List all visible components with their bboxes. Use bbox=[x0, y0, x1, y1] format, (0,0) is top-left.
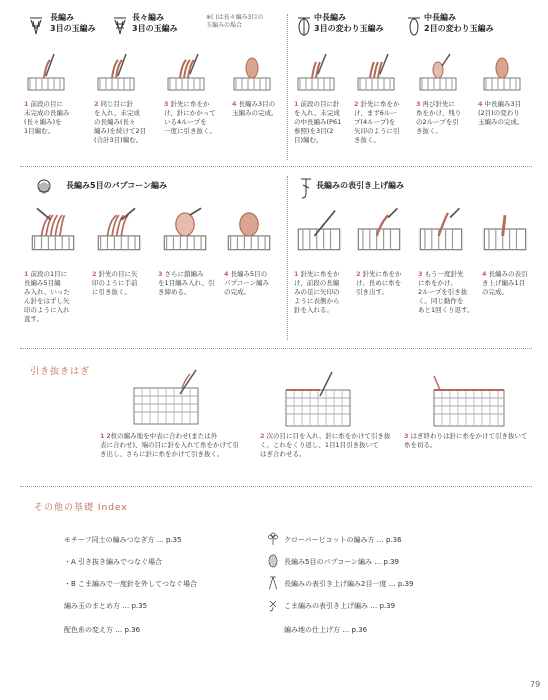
step-4-text: 4 長編み5目の パプコーン編み の完成。 bbox=[224, 270, 270, 296]
illustration-step-3 bbox=[162, 206, 208, 252]
front-post-dc-symbol-icon bbox=[298, 176, 314, 200]
illustration-step-4 bbox=[482, 52, 522, 92]
illustration-step-1 bbox=[30, 206, 76, 252]
front-post-dc2tog-icon bbox=[268, 576, 278, 590]
title-dc3-bobble: 長編み 3目の玉編み bbox=[50, 13, 96, 33]
index-item-right-5[interactable]: 編み地の仕上げ方 … p.36 bbox=[284, 626, 368, 634]
illustration-step-3 bbox=[418, 52, 458, 92]
title-popcorn: 長編み5目のパプコーン編み bbox=[66, 181, 168, 190]
step-4-text: 4 中長編み3目 (2目)の変わり 玉編みの完成。 bbox=[478, 100, 524, 126]
index-item-left-4[interactable]: 編み玉のまとめ方 … p.35 bbox=[64, 602, 148, 610]
seam-step-3-text: 3 はぎ終わりは針に糸をかけて引き抜いて 糸を切る。 bbox=[404, 432, 528, 449]
step-2-text: 2 針先に糸をか け、長めに糸を 引き出す。 bbox=[356, 270, 402, 296]
index-item-left-3[interactable]: ・B こま編みで一度針を外してつなぐ場合 bbox=[64, 580, 198, 588]
illustration-seam-2 bbox=[282, 370, 356, 430]
section-index bbox=[20, 494, 532, 654]
hdc2-puff-symbol-icon bbox=[406, 14, 422, 38]
step-4-text: 4 長編みの表引 き上げ編み1目 の完成。 bbox=[482, 270, 528, 296]
index-item-left-1[interactable]: モチーフ同士の編みつなぎ方 … p.35 bbox=[64, 536, 182, 544]
illustration-seam-1 bbox=[130, 368, 204, 428]
illustration-step-3 bbox=[418, 206, 464, 252]
seam-step-2-text: 2 次の目に目を入れ、針に糸をかけて引き抜 く。これをくり返し、1目1目引き抜いて はぎ合わせる。 bbox=[260, 432, 391, 458]
step-3-text: 3 再び針先に 糸をかけ、残り の2ループを引 き抜く。 bbox=[416, 100, 462, 135]
illustration-step-2 bbox=[356, 52, 396, 92]
index-item-left-2[interactable]: ・A 引き抜き編みでつなぐ場合 bbox=[64, 558, 163, 566]
popcorn-stitch-icon bbox=[268, 554, 278, 568]
index-item-left-5[interactable]: 配色糸の変え方 … p.36 bbox=[64, 626, 141, 634]
heading-slip-stitch-seam: 引き抜きはぎ bbox=[30, 367, 91, 377]
title-front-post-dc: 長編みの表引き上げ編み bbox=[316, 181, 404, 190]
index-item-right-3[interactable]: 長編みの表引き上げ編み2目一度 … p.39 bbox=[284, 580, 414, 588]
illustration-step-2 bbox=[96, 52, 136, 92]
section-popcorn bbox=[20, 172, 285, 342]
illustration-step-1 bbox=[296, 52, 336, 92]
tr3-bobble-symbol-icon bbox=[112, 14, 128, 38]
note-tr-case: ※( )は長々編み3目の 玉編みの場合 bbox=[206, 14, 264, 29]
step-2-text: 2 針先に糸をか け、まず6ルー プ(4ループ)を 矢印のように引 き抜く。 bbox=[354, 100, 400, 144]
divider-horizontal-2 bbox=[20, 348, 532, 349]
step-3-text: 3 針先に糸をか け、針にかかって いる4ループを 一度に引き抜く。 bbox=[164, 100, 216, 135]
step-1-text: 1 前段の1目に 長編み5目編 み入れ、いった ん針をはずし矢 印のように入れ 直す。 bbox=[24, 270, 70, 323]
clover-picot-icon bbox=[268, 532, 278, 546]
index-item-right-1[interactable]: クローバーピコットの編み方 … p.36 bbox=[284, 536, 402, 544]
dc3-bobble-symbol-icon bbox=[28, 14, 44, 38]
illustration-step-1 bbox=[26, 52, 66, 92]
illustration-step-4 bbox=[226, 206, 272, 252]
section-slip-stitch-seam bbox=[20, 356, 532, 476]
illustration-step-4 bbox=[232, 52, 272, 92]
step-4-text: 4 長編み3目の 玉編みの完成。 bbox=[232, 100, 278, 117]
popcorn-symbol-icon bbox=[36, 176, 52, 200]
step-2-text: 2 針先の目に矢 印のように手前 に引き抜く。 bbox=[92, 270, 138, 296]
step-3-text: 3 もう一度針先 に糸をかけ、 2ループを引き抜 く。同じ動作を あと1回くり返す。 bbox=[418, 270, 474, 314]
divider-horizontal-3 bbox=[20, 486, 532, 487]
hdc3-puff-symbol-icon bbox=[296, 14, 312, 38]
title-hdc2-puff: 中長編み 2目の変わり玉編み bbox=[424, 13, 494, 33]
step-3-text: 3 さらに鎖編み を1目編み入れ、引 き締める。 bbox=[158, 270, 215, 296]
illustration-step-2 bbox=[96, 206, 142, 252]
section-front-post-dc bbox=[292, 172, 532, 342]
heading-index: その他の基礎 Index bbox=[34, 503, 128, 513]
step-1-text: 1 針先に糸をか け、前段の長編 みの足に矢印の ように表側から 針を入れる。 bbox=[294, 270, 340, 314]
section-hdc-bobble bbox=[292, 8, 532, 158]
title-hdc3-puff: 中長編み 3目の変わり玉編み bbox=[314, 13, 384, 33]
step-1-text: 1 前段の目に針 を入れ、未完成 の中長編み(P61 参照)を3目(2 目)編む。 bbox=[294, 100, 342, 144]
illustration-step-4 bbox=[482, 206, 528, 252]
illustration-step-1 bbox=[296, 206, 342, 252]
page-number: 79 bbox=[530, 680, 541, 689]
illustration-seam-3 bbox=[430, 370, 510, 430]
seam-step-1-text: 1 2枚の編み地を中表に合わせ(または外 表に合わせ)、端の目に針を入れて糸をかけて引 き出し、さらに針に糸をかけて引き抜く。 bbox=[100, 432, 240, 458]
illustration-step-2 bbox=[356, 206, 402, 252]
divider-vertical-mid bbox=[287, 176, 288, 340]
illustration-step-3 bbox=[166, 52, 206, 92]
section-dc3-bobble bbox=[20, 8, 285, 158]
title-tr3-bobble: 長々編み 3目の玉編み bbox=[132, 13, 178, 33]
front-post-sc-icon bbox=[268, 598, 278, 612]
divider-vertical-top bbox=[287, 14, 288, 160]
step-2-text: 2 同じ目に針 を入れ、未完成 の長編み(長々 編み)を続けて2目 (合計3目)編む。 bbox=[94, 100, 147, 144]
index-item-right-4[interactable]: こま編みの表引き上げ編み … p.39 bbox=[284, 602, 396, 610]
step-1-text: 1 前段の目に 未完成の長編み (長々編み)を 1目編む。 bbox=[24, 100, 70, 135]
index-item-right-2[interactable]: 長編み5目のパプコーン編み … p.39 bbox=[284, 558, 399, 566]
divider-horizontal-1 bbox=[20, 166, 532, 167]
